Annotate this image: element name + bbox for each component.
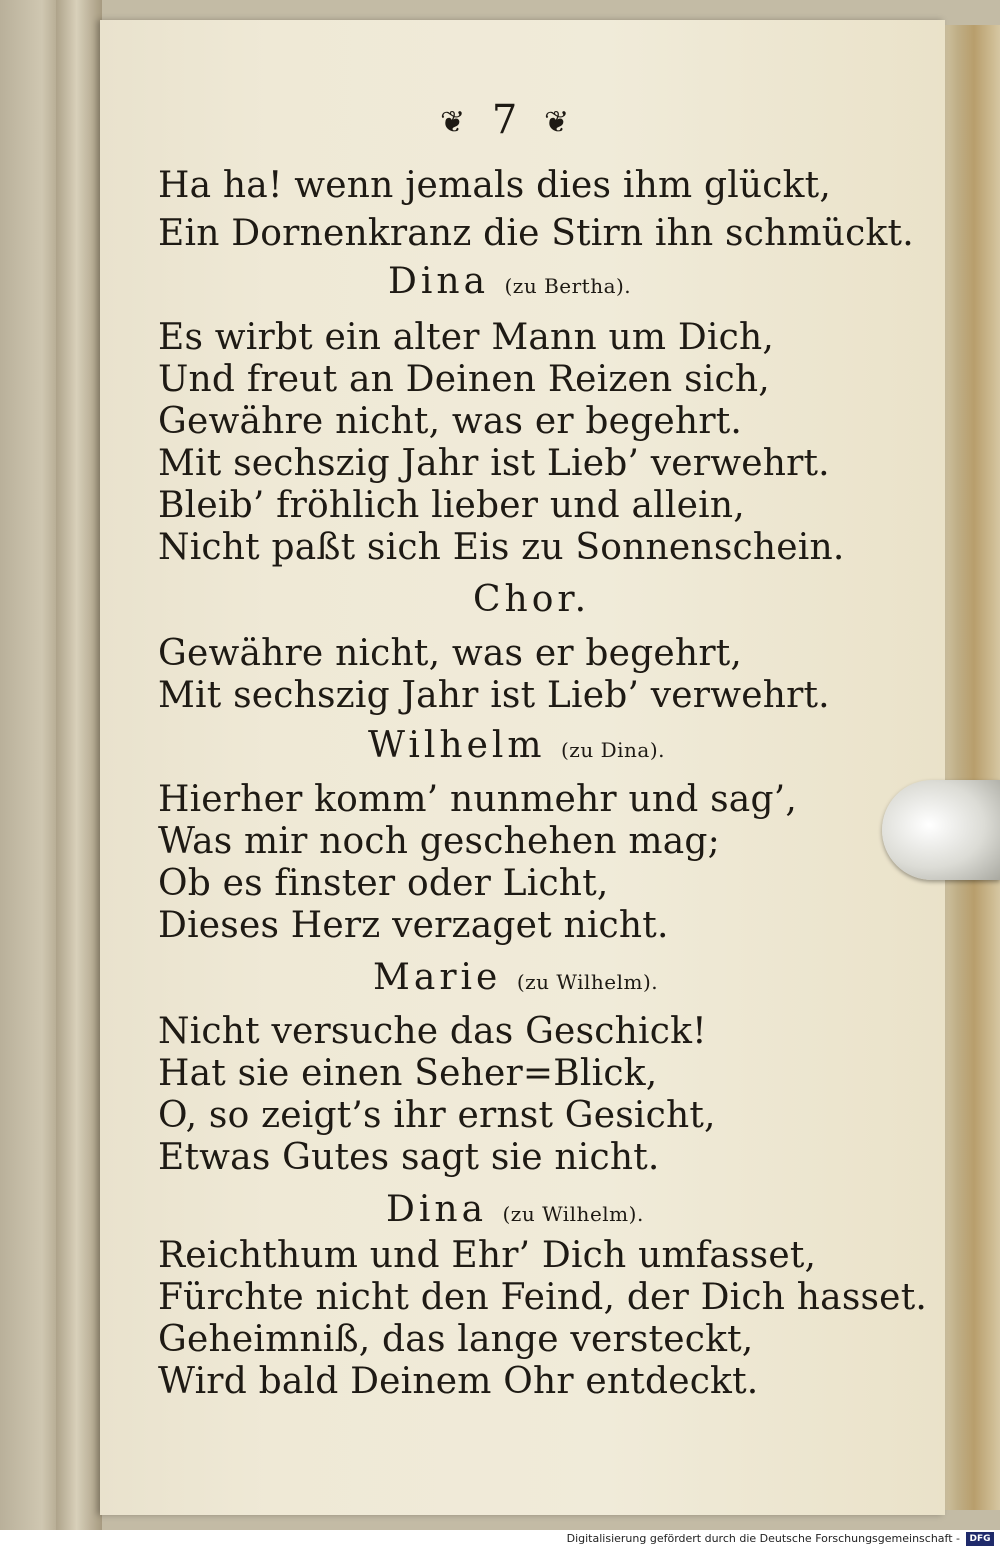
verse-line: Hat sie einen Seher=Blick, xyxy=(158,1053,658,1094)
speaker-name: Marie xyxy=(373,957,502,998)
verse-line: Nicht versuche das Geschick! xyxy=(158,1011,707,1052)
verse-line: Bleib’ fröhlich lieber und allein, xyxy=(158,485,745,526)
speaker-name: Dina xyxy=(386,1189,488,1230)
verse-line: Dieses Herz verzaget nicht. xyxy=(158,905,669,946)
speaker-heading xyxy=(473,580,590,620)
verse-line: Gewähre nicht, was er begehrt. xyxy=(158,401,743,442)
speaker-heading xyxy=(373,958,658,1002)
speaker-heading xyxy=(386,1190,644,1234)
page-clip xyxy=(882,780,1000,880)
verse-line: Und freut an Deinen Reizen sich, xyxy=(158,359,770,400)
speaker-name: Dina xyxy=(388,261,490,302)
verse-line: Gewähre nicht, was er begehrt, xyxy=(158,633,743,674)
stage-direction: (zu Wilhelm). xyxy=(516,970,659,994)
speaker-heading xyxy=(368,726,665,770)
stage-direction: (zu Dina). xyxy=(561,738,665,762)
ornament-right-icon: ❦ xyxy=(544,105,570,140)
book-gutter xyxy=(56,0,102,1530)
verse-line: Mit sechszig Jahr ist Lieb’ verwehrt. xyxy=(158,443,830,484)
dfg-logo: DFG xyxy=(966,1532,994,1546)
funding-credit: Digitalisierung gefördert durch die Deutsche Forschungsgemeinschaft - xyxy=(566,1532,960,1545)
verse-line: Etwas Gutes sagt sie nicht. xyxy=(158,1137,660,1178)
speaker-name: Wilhelm xyxy=(368,725,546,766)
verse-line: Ob es finster oder Licht, xyxy=(158,863,609,904)
verse-line: Fürchte nicht den Feind, der Dich hasset. xyxy=(158,1277,927,1318)
verse-line: Mit sechszig Jahr ist Lieb’ verwehrt. xyxy=(158,675,830,716)
verse-line: Ha ha! wenn jemals dies ihm glückt, xyxy=(158,165,831,206)
stage-direction: (zu Wilhelm). xyxy=(502,1202,644,1226)
page-header xyxy=(440,98,569,145)
verse-line: Nicht paßt sich Eis zu Sonnenschein. xyxy=(158,527,845,568)
page-number: 7 xyxy=(491,97,518,143)
digitization-footer xyxy=(0,1530,1000,1549)
verse-line: O, so zeigt’s ihr ernst Gesicht, xyxy=(158,1095,716,1136)
verse-line: Geheimniß, das lange versteckt, xyxy=(158,1319,754,1360)
speaker-name: Chor. xyxy=(473,579,591,620)
previous-page-edge xyxy=(0,0,60,1530)
verse-line: Es wirbt ein alter Mann um Dich, xyxy=(158,317,775,358)
verse-line: Hierher komm’ nunmehr und sag’, xyxy=(158,779,797,820)
verse-line: Was mir noch geschehen mag; xyxy=(158,821,720,862)
verse-line: Ein Dornenkranz die Stirn ihn schmückt. xyxy=(158,213,914,254)
ornament-left-icon: ❦ xyxy=(440,105,466,140)
verse-line: Wird bald Deinem Ohr entdeckt. xyxy=(158,1361,759,1402)
speaker-heading xyxy=(388,262,631,306)
verse-line: Reichthum und Ehr’ Dich umfasset, xyxy=(158,1235,817,1276)
stage-direction: (zu Bertha). xyxy=(504,274,632,298)
